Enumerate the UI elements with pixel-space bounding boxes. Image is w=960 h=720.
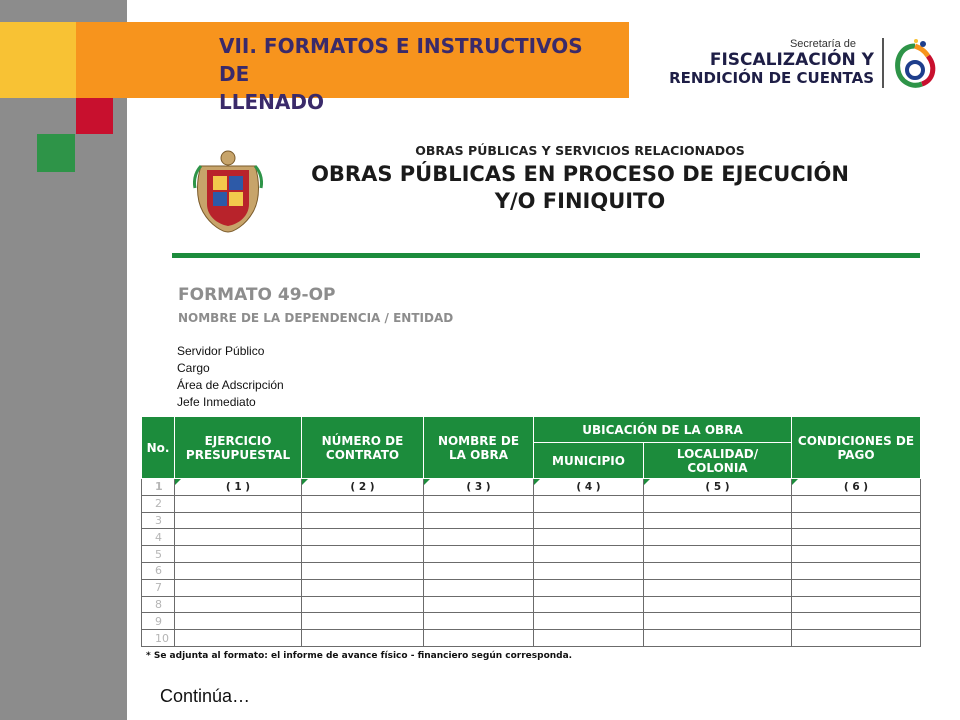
header-municipio: MUNICIPIO (534, 443, 644, 479)
slide-title (219, 32, 619, 116)
table-cell (302, 546, 424, 563)
table-row (142, 546, 921, 563)
table-cell (302, 613, 424, 630)
table-cell (644, 529, 792, 546)
table-cell (302, 630, 424, 647)
table-body (142, 479, 921, 647)
yellow-square (0, 22, 76, 98)
table-cell (424, 613, 534, 630)
table-cell (424, 529, 534, 546)
table-cell (792, 512, 921, 529)
table-cell (175, 630, 302, 647)
table-cell (424, 495, 534, 512)
header-no: No. (142, 417, 175, 479)
footnote: * Se adjunta al formato: el informe de avance físico - financiero según corresponda. (146, 651, 573, 661)
table-cell (644, 596, 792, 613)
field-cargo: Cargo (177, 361, 210, 375)
field-servidor: Servidor Público (177, 344, 265, 358)
header-nombre: NOMBRE DE LA OBRA (424, 417, 534, 479)
table-cell (534, 630, 644, 647)
continue-text: Continúa… (160, 686, 251, 706)
header-numero: NÚMERO DE CONTRATO (302, 417, 424, 479)
row-number: 3 (142, 512, 175, 529)
row-number: 5 (142, 546, 175, 563)
table-cell (534, 495, 644, 512)
row-number: 7 (142, 579, 175, 596)
dependencia-label: NOMBRE DE LA DEPENDENCIA / ENTIDAD (178, 311, 454, 325)
title-bar (76, 22, 629, 114)
table-cell (302, 596, 424, 613)
table-cell (534, 596, 644, 613)
red-square (76, 98, 113, 134)
table-cell (644, 546, 792, 563)
table-cell (424, 596, 534, 613)
logo-emblem-icon (892, 38, 938, 90)
table-row (142, 562, 921, 579)
secretaria-logo (648, 36, 940, 92)
table-cell (534, 512, 644, 529)
slide-title-line1: VII. FORMATOS E INSTRUCTIVOS DE (219, 34, 583, 86)
document-title-line1: OBRAS PÚBLICAS EN PROCESO DE EJECUCIÓN (311, 162, 849, 186)
table-cell (302, 495, 424, 512)
table-cell (424, 630, 534, 647)
field-area: Área de Adscripción (177, 378, 284, 392)
table-row (142, 579, 921, 596)
column-code: ( 6 ) (792, 479, 921, 496)
table-cell (792, 630, 921, 647)
field-jefe: Jefe Inmediato (177, 395, 256, 409)
table-cell (175, 579, 302, 596)
column-code: ( 2 ) (302, 479, 424, 496)
table-cell (792, 562, 921, 579)
header-condiciones: CONDICIONES DE PAGO (792, 417, 921, 479)
field-list (177, 343, 284, 411)
green-square (37, 134, 75, 172)
table-cell (424, 562, 534, 579)
logo-small-text: Secretaría de (789, 38, 856, 50)
row-number: 10 (142, 630, 175, 647)
logo-line2: RENDICIÓN DE CUENTAS (669, 69, 874, 87)
table-cell (644, 579, 792, 596)
table-cell (302, 512, 424, 529)
table-cell (792, 596, 921, 613)
slide-title-line2: LLENADO (219, 90, 324, 114)
table-cell (792, 546, 921, 563)
document-subtitle: OBRAS PÚBLICAS Y SERVICIOS RELACIONADOS (415, 143, 745, 158)
table-cell (644, 495, 792, 512)
row-number: 8 (142, 596, 175, 613)
header-localidad: LOCALIDAD/ COLONIA (644, 443, 792, 479)
table-cell (424, 546, 534, 563)
table-cell (175, 596, 302, 613)
table-cell (644, 630, 792, 647)
logo-divider (882, 38, 884, 88)
table-cell (644, 613, 792, 630)
coat-of-arms-icon (193, 148, 263, 234)
table-row (142, 512, 921, 529)
column-code: ( 4 ) (534, 479, 644, 496)
header-ejercicio: EJERCICIO PRESUPUESTAL (175, 417, 302, 479)
table-cell (534, 529, 644, 546)
column-code: ( 1 ) (175, 479, 302, 496)
table-row (142, 596, 921, 613)
row-number: 9 (142, 613, 175, 630)
table-cell (175, 546, 302, 563)
table-cell (644, 562, 792, 579)
logo-line1: FISCALIZACIÓN Y (709, 50, 874, 70)
table-cell (175, 495, 302, 512)
table-row (142, 479, 921, 496)
table-cell (792, 613, 921, 630)
table-cell (792, 495, 921, 512)
green-divider (172, 253, 920, 258)
table-cell (175, 529, 302, 546)
table-cell (302, 562, 424, 579)
table-cell (534, 579, 644, 596)
table-cell (424, 512, 534, 529)
table-cell (302, 579, 424, 596)
document-title (280, 161, 880, 215)
table-cell (424, 579, 534, 596)
table-cell (534, 546, 644, 563)
table-cell (792, 579, 921, 596)
header-ubicacion: UBICACIÓN DE LA OBRA (534, 417, 792, 443)
row-number: 6 (142, 562, 175, 579)
table-cell (644, 512, 792, 529)
column-code: ( 5 ) (644, 479, 792, 496)
table-cell (175, 512, 302, 529)
row-number: 1 (142, 479, 175, 496)
table-cell (302, 529, 424, 546)
column-code: ( 3 ) (424, 479, 534, 496)
table-cell (175, 613, 302, 630)
format-table (141, 416, 921, 647)
table-row (142, 630, 921, 647)
document-title-line2: Y/O FINIQUITO (494, 189, 666, 213)
table-row (142, 529, 921, 546)
table-cell (534, 562, 644, 579)
row-number: 4 (142, 529, 175, 546)
table-row (142, 613, 921, 630)
table-row (142, 495, 921, 512)
row-number: 2 (142, 495, 175, 512)
table-cell (792, 529, 921, 546)
table-cell (534, 613, 644, 630)
formato-label: FORMATO 49-OP (178, 285, 336, 305)
table-cell (175, 562, 302, 579)
